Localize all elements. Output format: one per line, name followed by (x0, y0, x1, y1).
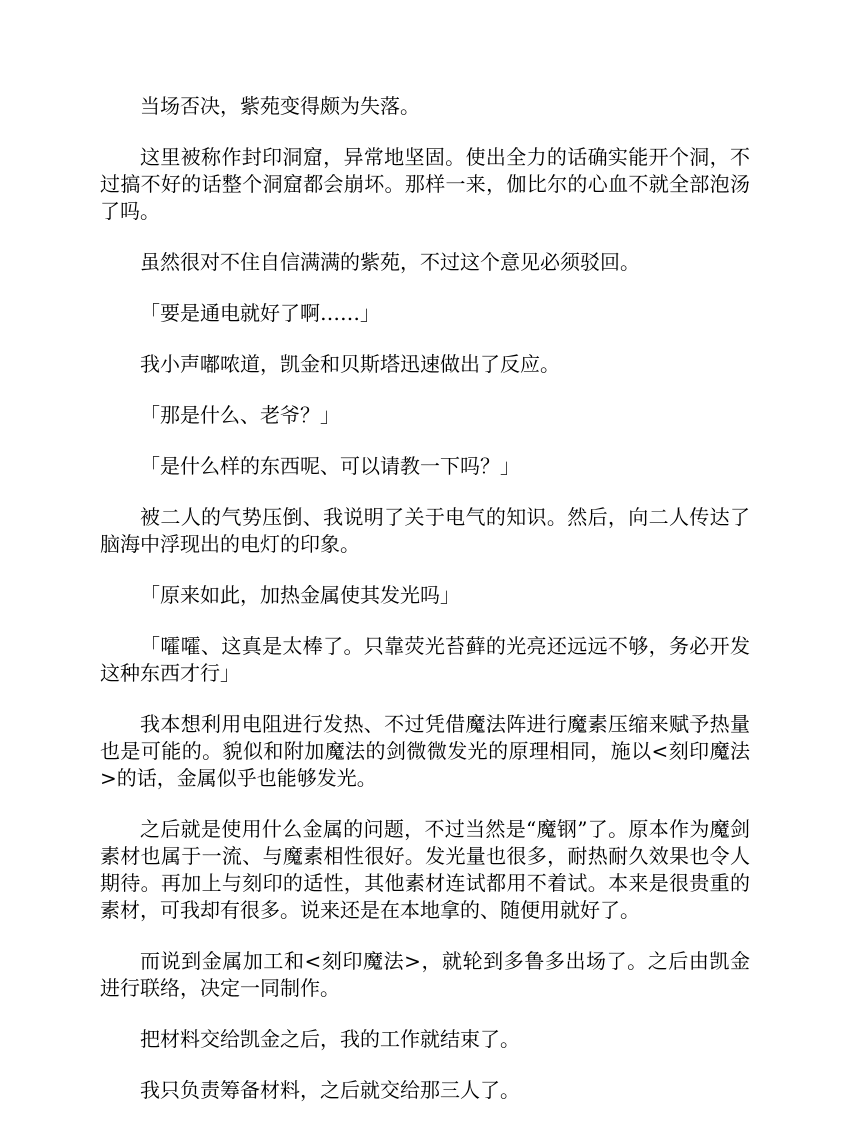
paragraph: 虽然很对不住自信满满的紫苑，不过这个意见必须驳回。 (140, 250, 640, 274)
dialogue-line: 「要是通电就好了啊……」 (140, 301, 380, 325)
paragraph: 我小声嘟哝道，凯金和贝斯塔迅速做出了反应。 (140, 352, 560, 376)
dialogue-line: 「原来如此，加热金属使其发光吗」 (140, 583, 460, 607)
paragraph: 而说到金属加工和<刻印魔法>，就轮到多鲁多出场了。之后由凯金进行联络，决定一同制作。 (100, 949, 750, 1000)
paragraph: 之后就是使用什么金属的问题，不过当然是“魔钢”了。原本作为魔剑素材也属于一流、与魔素相性很好。发光量也很多，耐热耐久效果也令人期待。再加上与刻印的适性，其他素材连试都用不着试。本来是很贵重的素材，可我却有很多。说来还是在本地拿的、随便用就好了。 (100, 817, 750, 922)
paragraph: 我只负责筹备材料，之后就交给那三人了。 (140, 1078, 520, 1102)
dialogue-line: 「是什么样的东西呢、可以请教一下吗？」 (140, 454, 520, 478)
paragraph: 我本想利用电阻进行发热、不过凭借魔法阵进行魔素压缩来赋予热量也是可能的。貌似和附加魔法的剑微微发光的原理相同，施以<刻印魔法>的话，金属似乎也能够发光。 (100, 712, 750, 790)
body-text (100, 93, 750, 1128)
paragraph: 把材料交给凯金之后，我的工作就结束了。 (140, 1027, 520, 1051)
dialogue-line: 「嚯嚯、这真是太棒了。只靠荧光苔藓的光亮还远远不够，务必开发这种东西才行」 (100, 634, 750, 685)
dialogue-line: 「那是什么、老爷？」 (140, 403, 340, 427)
paragraph: 这里被称作封印洞窟，异常地坚固。使出全力的话确实能开个洞，不过搞不好的话整个洞窟都会崩坏。那样一来，伽比尔的心血不就全部泡汤了吗。 (100, 145, 750, 223)
paragraph: 被二人的气势压倒、我说明了关于电气的知识。然后，向二人传达了脑海中浮现出的电灯的印象。 (100, 505, 750, 556)
paragraph: 当场否决，紫苑变得颇为失落。 (140, 94, 420, 118)
